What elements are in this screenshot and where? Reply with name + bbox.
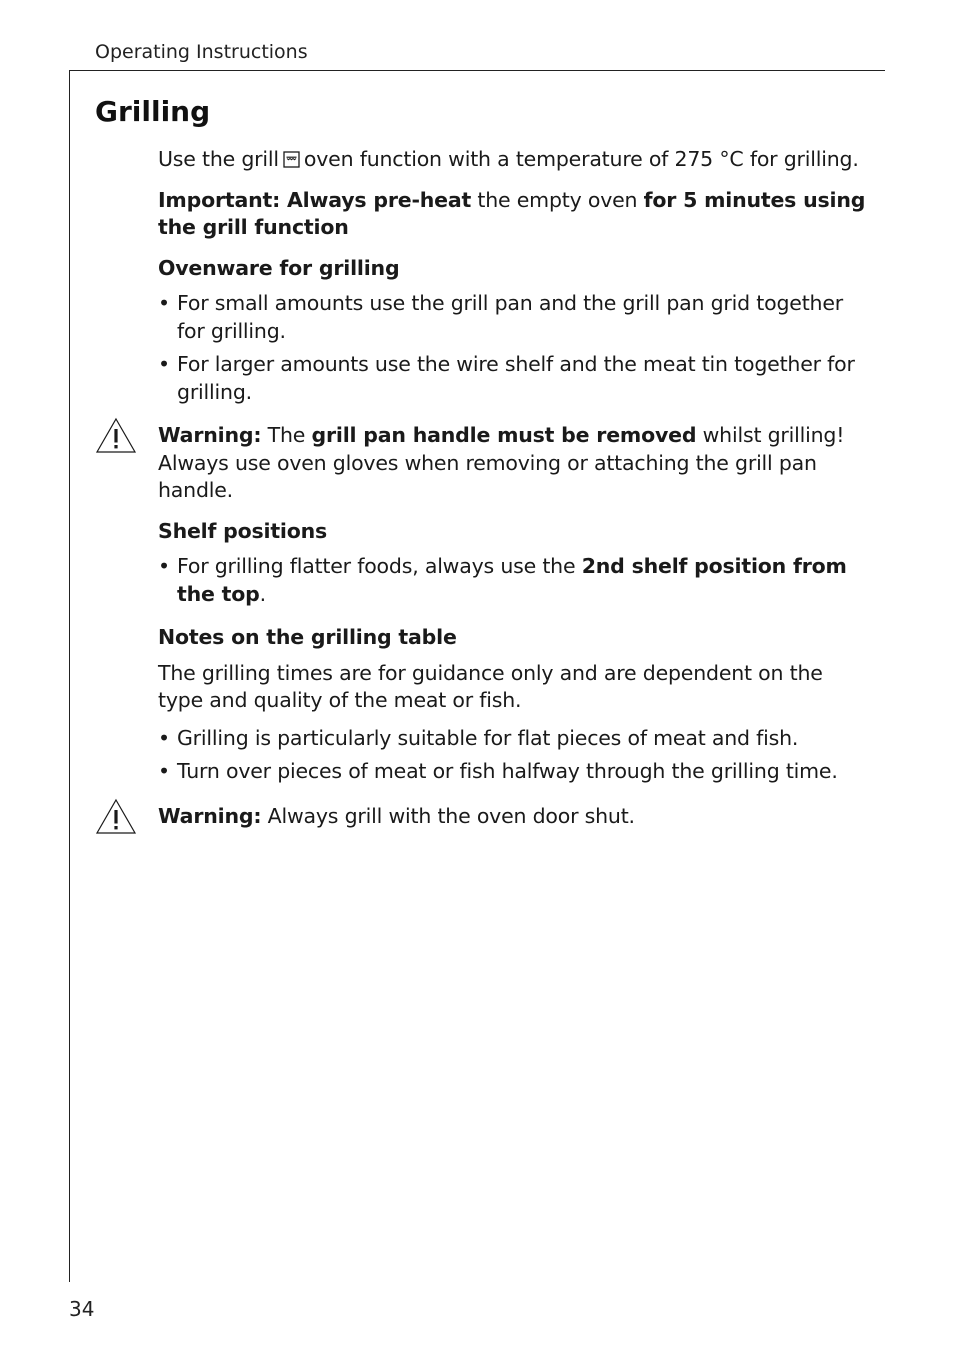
notes-paragraph: The grilling times are for guidance only and are dependent on the type and quality of the meat or fish. bbox=[158, 660, 823, 712]
main-content bbox=[158, 146, 866, 830]
list-item bbox=[158, 553, 866, 608]
shelf-list bbox=[158, 553, 866, 608]
list-item bbox=[158, 758, 866, 786]
bullet: • bbox=[158, 759, 170, 783]
list-item-text: For larger amounts use the wire shelf and the meat tin together for grilling. bbox=[177, 352, 855, 404]
ovenware-heading: Ovenware for grilling bbox=[158, 255, 400, 280]
important-note bbox=[158, 187, 866, 242]
warning-text-2: whilst grilling! Always use oven gloves when removing or attaching the grill pan handle. bbox=[158, 423, 845, 502]
notes-list bbox=[158, 725, 866, 786]
page-number: 34 bbox=[69, 1297, 95, 1321]
list-item bbox=[158, 725, 866, 753]
list-item-bold: 2nd shelf position from the top bbox=[177, 554, 847, 606]
list-item-text: Turn over pieces of meat or fish halfway through the grilling time. bbox=[177, 759, 838, 783]
intro-text-end: oven function with a temperature of 275 °C for grilling. bbox=[303, 147, 859, 171]
warning-text-1: The bbox=[261, 423, 312, 447]
warning-text bbox=[158, 803, 866, 831]
bullet: • bbox=[158, 725, 170, 750]
important-bold-1: Important: Always pre-heat bbox=[158, 187, 472, 212]
intro-text-start: Use the grill bbox=[158, 147, 279, 171]
list-item-text: Grilling is particularly suitable for flat pieces of meat and fish. bbox=[177, 725, 799, 750]
list-item-text: For grilling flatter foods, always use the bbox=[177, 554, 582, 578]
notes-heading: Notes on the grilling table bbox=[158, 625, 457, 649]
bullet: • bbox=[158, 554, 170, 578]
grill-function-icon bbox=[283, 151, 300, 168]
list-item bbox=[158, 351, 866, 406]
list-item-text: For small amounts use the grill pan and the grill pan grid together for grilling. bbox=[177, 291, 843, 343]
warning-triangle-icon bbox=[94, 797, 138, 837]
warning-text-1: Always grill with the oven door shut. bbox=[261, 803, 635, 828]
warning-triangle-icon bbox=[94, 416, 138, 456]
header-rule bbox=[69, 70, 885, 71]
warning-label: Warning: bbox=[158, 803, 262, 828]
warning-label: Warning: bbox=[158, 423, 262, 447]
list-item bbox=[158, 290, 866, 345]
ovenware-list bbox=[158, 290, 866, 406]
bullet: • bbox=[158, 291, 170, 315]
page-title: Grilling bbox=[95, 95, 211, 128]
margin-rule bbox=[69, 70, 70, 1282]
important-text: the empty oven bbox=[471, 187, 644, 212]
warning-grill-pan-handle bbox=[158, 422, 866, 505]
intro-paragraph bbox=[158, 146, 866, 174]
list-item-end: . bbox=[259, 581, 266, 606]
shelf-heading: Shelf positions bbox=[158, 518, 328, 543]
warning-door-shut bbox=[158, 803, 866, 831]
bullet: • bbox=[158, 352, 170, 376]
important-bold-2: for 5 minutes using the grill function bbox=[158, 187, 866, 239]
running-header: Operating Instructions bbox=[95, 41, 308, 63]
warning-text bbox=[158, 422, 866, 505]
warning-bold: grill pan handle must be removed bbox=[311, 423, 697, 447]
